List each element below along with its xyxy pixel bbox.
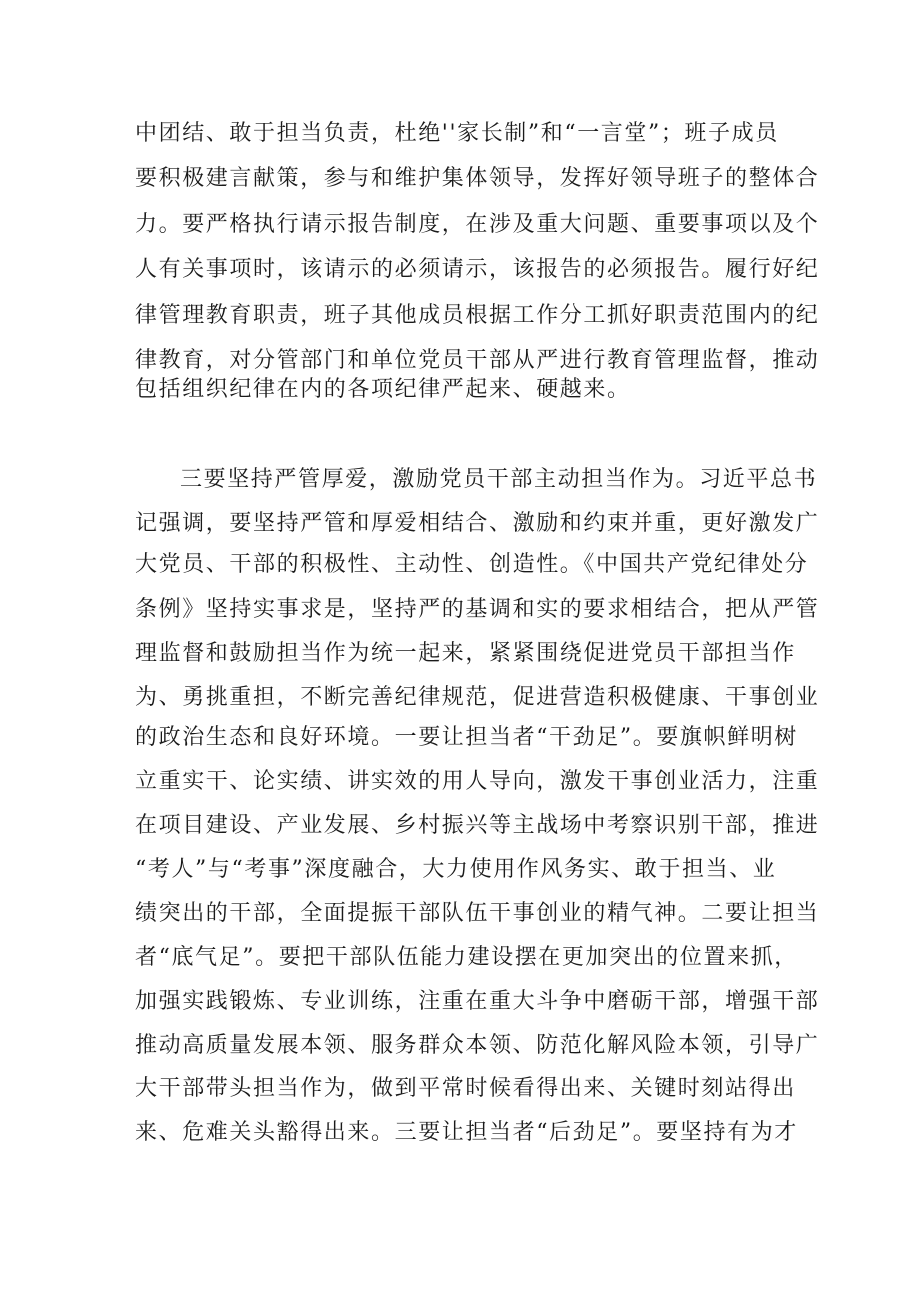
text-line: 律管理教育职责，班子其他成员根据工作分工抓好职责范围内的纪 [135, 303, 820, 328]
text-line: 大党员、干部的积极性、主动性、创造性。《中国共产党纪律处分 [135, 552, 809, 577]
text-line: 来、危难关头豁得出来。三要让担当者“后劲足”。要坚持有为才 [135, 1120, 798, 1145]
text-line: 要积极建言献策，参与和维护集体领导，发挥好领导班子的整体合 [135, 166, 820, 191]
text-line: 理监督和鼓励担当作为统一起来，紧紧围绕促进党员干部担当作 [135, 641, 796, 666]
text-line: 立重实干、论实绩、讲实效的用人导向，激发干事创业活力，注重 [135, 769, 820, 794]
text-line: 为、勇挑重担，不断完善纪律规范，促进营造积极健康、干事创业 [135, 685, 820, 710]
text-line: 大干部带头担当作为，做到平常时候看得出来、关键时刻站得出 [135, 1076, 796, 1101]
text-line: 三要坚持严管厚爱，激励党员干部主动担当作为。习近平总书 [180, 467, 818, 492]
text-line: 加强实践锻炼、专业训练，注重在重大斗争中磨砺干部，增强干部 [135, 989, 820, 1014]
text-line: 条例》坚持实事求是，坚持严的基调和实的要求相结合，把从严管 [135, 597, 820, 622]
text-line: 律教育，对分管部门和单位党员干部从严进行教育管理监督，推动 [135, 348, 820, 373]
text-line: 力。要严格执行请示报告制度，在涉及重大问题、重要事项以及个 [135, 212, 820, 237]
text-line: 绩突出的干部，全面提振干部队伍干事创业的精气神。二要让担当 [135, 901, 820, 926]
text-line: 推动高质量发展本领、服务群众本领、防范化解风险本领，引导广 [135, 1033, 820, 1058]
text-line: 在项目建设、产业发展、乡村振兴等主战场中考察识别干部，推进 [135, 813, 820, 838]
text-line: 记强调，要坚持严管和厚爱相结合、激励和约束并重，更好激发广 [135, 511, 820, 536]
text-line: 的政治生态和良好环境。一要让担当者“干劲足”。要旗帜鲜明树 [135, 725, 798, 750]
text-line: 者“底气足”。要把干部队伍能力建设摆在更加突出的位置来抓， [135, 945, 798, 970]
text-line: 中团结、敢于担当负责，杜绝''家长制”和“一言堂”；班子成员 [135, 121, 779, 146]
text-line: 包括组织纪律在内的各项纪律严起来、硬越来。 [135, 377, 631, 402]
text-line: 人有关事项时，该请示的必须请示，该报告的必须报告。履行好纪 [135, 257, 820, 282]
text-line: “考人”与“考事”深度融合，大力使用作风务实、敢于担当、业 [135, 857, 777, 882]
